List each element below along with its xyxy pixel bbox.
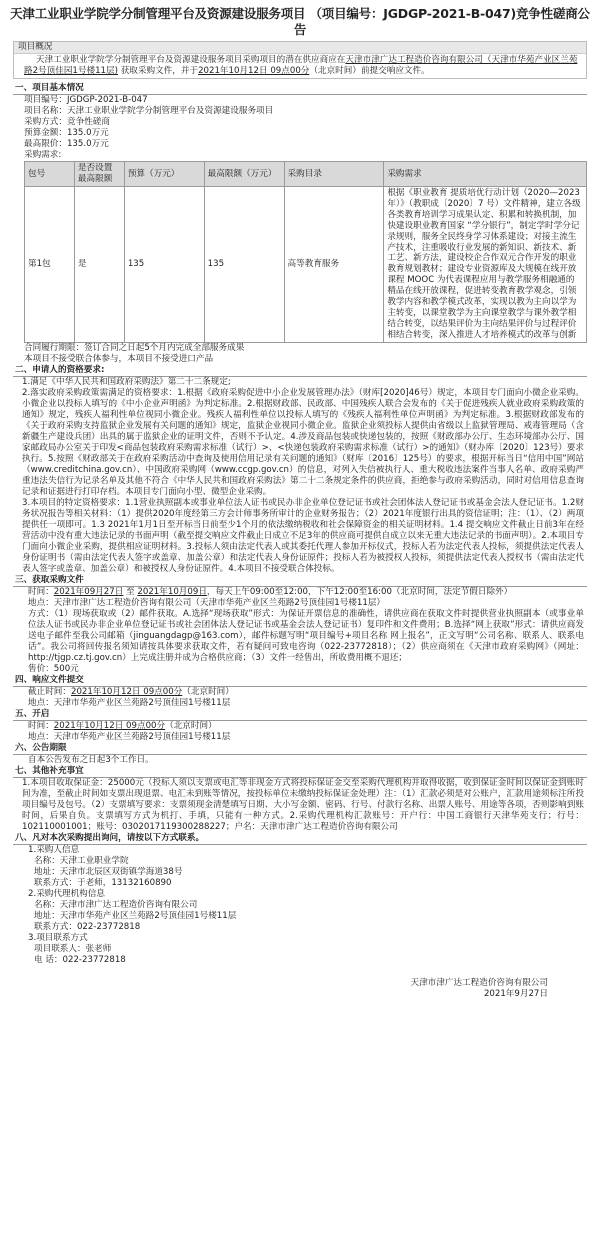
submit-deadline-label: 截止时间： — [28, 686, 71, 697]
cell-limit: 135 — [204, 187, 284, 343]
signature-org: 天津市津广达工程造价咨询有限公司 — [410, 977, 548, 988]
requirements-label: 采购需求: — [24, 150, 62, 160]
section-7-heading: 七、其他补充事宜 — [13, 766, 587, 778]
max-price: 最高限价：135.0万元 — [24, 139, 109, 149]
overview-text-part1: 天津工业职业学院学分制管理平台及资源建设服务项目采购项目的潜在供应商应在 — [36, 55, 346, 65]
cell-package: 第1包 — [25, 187, 75, 343]
open-time-label: 时间： — [28, 720, 54, 731]
agency-contact: 联系方式：022-23772818 — [34, 921, 141, 932]
overview-text-part3: （北京时间）前提交响应文件。 — [309, 66, 430, 76]
project-overview-box — [13, 41, 587, 79]
contract-period: 合同履行期限：签订合同之日起5个月内完成全部服务成果 — [24, 342, 245, 353]
acquire-time-mid: 至 — [123, 586, 138, 597]
page-title: 天津工业职业学院学分制管理平台及资源建设服务项目 （项目编号：JGDGP-2021-B-047)竞争性磋商公告 — [10, 6, 590, 37]
th-limit: 最高限额（万元） — [204, 162, 284, 187]
section-1-heading: 一、项目基本情况 — [13, 83, 587, 95]
overview-text — [14, 54, 586, 78]
agency-info-heading: 2.采购代理机构信息 — [28, 888, 105, 899]
qualification-1: 1.满足《中华人民共和国政府采购法》第二十二条规定; — [22, 376, 231, 387]
open-time-rest: （北京时间） — [165, 720, 217, 731]
budget-amount: 预算金额：135.0万元 — [24, 128, 109, 138]
overview-heading: 项目概况 — [14, 42, 586, 54]
agency-address: 地址：天津市华苑产业区兰苑路2号顶佳园1号楼11层 — [34, 910, 237, 921]
acquire-time-start: 2021年09月27日 — [53, 586, 124, 597]
acquire-time-label: 时间： — [28, 586, 54, 597]
consortium-note: 本项目不接受联合体参与，本项目不接受进口产品 — [24, 353, 214, 364]
acquire-time-end: 2021年10月09日 — [137, 586, 207, 597]
acquire-time-rest: ，每天上午09:00至12:00，下午12:00至16:00（北京时间，法定节假日除外） — [206, 586, 513, 597]
cell-has-limit: 是 — [74, 187, 124, 343]
section-3-heading: 三、获取采购文件 — [13, 575, 587, 587]
table-header-row — [25, 162, 587, 187]
section-8-heading: 八、凡对本次采购提出询问，请按以下方式联系。 — [13, 833, 587, 845]
th-budget: 预算（万元） — [124, 162, 204, 187]
acquire-price: 售价：500元 — [28, 663, 79, 674]
section-6-heading: 六、公告期限 — [13, 743, 587, 755]
submit-deadline — [28, 687, 584, 698]
purchaser-info-heading: 1.采购人信息 — [28, 844, 80, 855]
submit-deadline-rest: （北京时间） — [182, 686, 234, 697]
overview-text-part2: 获取采购文件，并于 — [117, 66, 199, 76]
submit-deadline-value: 2021年10月12日 09点00分 — [70, 686, 183, 697]
section-2-heading: 二、申请人的资格要求: — [13, 365, 587, 377]
project-contact-phone: 电 话：022-23772818 — [34, 954, 126, 965]
th-demand: 采购需求 — [384, 162, 587, 187]
purchaser-address: 地址：天津市北辰区双街镇学海道38号 — [34, 866, 183, 877]
overview-deadline: 2021年10月12日 09点00分 — [198, 66, 310, 76]
th-catalog: 采购目录 — [284, 162, 384, 187]
open-place: 地点：天津市华苑产业区兰苑路2号顶佳园1号楼11层 — [28, 731, 231, 742]
project-contact-person: 项目联系人：张老师 — [34, 943, 112, 954]
acquire-time — [28, 587, 584, 598]
cell-budget: 135 — [124, 187, 204, 343]
package-table — [24, 161, 587, 343]
open-time — [28, 721, 584, 732]
acquire-place: 地点：天津市津广达工程造价咨询有限公司（天津市华苑产业区兰苑路2号顶佳园1号楼11层） — [28, 597, 386, 608]
purchaser-contact: 联系方式：于老师，13132160890 — [34, 877, 172, 888]
submit-place: 地点：天津市华苑产业区兰苑路2号顶佳园1号楼11层 — [28, 697, 231, 708]
qualification-2: 2.落实政府采购政策需满足的资格要求：1.根据《政府采购促进中小企业发展管理办法》（财库[2020]46号）规定，本项目专门面向小微企业采购。小微企业以投标人填写的《中小企业声明函》为判定标准。2.根据财政部、民政部、中国残疾人联合会发布的《关于促进残疾人就业政府采购政策的通知》规定，残疾人福利性单位视同小微企业。残疾人福利性单位以投标人填写的《残疾人福利性单位声明函》为判定标准。3.根据财政部发布的《关于政府采购支持监狱企业发展有关问题的通知》规定，监狱企业视同小微企业。监狱企业须投标人提供由省级以上监狱管理局、戒毒管理局（含新疆生产建设兵团）出具的属于监狱企业的证明文件，否则不予认定。4.涉及商品包装或快递包装的，按照《财政部办公厅、生态环境部办公厅、国家邮政局办公室关于印发<商品包装政府采购需求标准（试行）>、<快递包装政府采购需求标准（试行）>的通知》（财办库〔2020〕123号）要求执行。5.按照《财政部关于在政府采购活动中查询及使用信用记录有关问题的通知》（财库〔2016〕125号）的要求，根据开标当日“信用中国”网站（www.creditchina.gov.cn）、中国政府采购网（www.ccgp.gov.cn）的信息，对列入失信被执行人、重大税收违法案件当事人名单、政府采购严重违法失信行为记录名单及其他不符合《中华人民共和国政府采购法》第二十二条规定条件的供应商，拒绝参与政府采购活动，同时对信用信息查询记录和证据进行打印存档。本项目专门面向小型、微型企业采购。 — [22, 387, 584, 497]
project-number: 项目编号：JGDGP-2021-B-047 — [24, 95, 148, 105]
procurement-method: 采购方式：竞争性磋商 — [24, 117, 110, 127]
project-name: 项目名称：天津工业职业学院学分制管理平台及资源建设服务项目 — [24, 106, 274, 116]
agency-name: 名称：天津市津广达工程造价咨询有限公司 — [34, 899, 198, 910]
other-matters: 1.本项目收取保证金：25000元（投标人须以支票或电汇等非现金方式将投标保证金交至采购代理机构并取得收据，收到保证金时间以保证金到账时间为准，至截止时间如支票出现退票、电汇未到账等情况，按投标单位未缴纳投标保证金处理）注：（1）汇款必须是对公账户，汇款用途须标注所投项目编号及包号。（2）支票填写要求：支票须现金清楚填写日期、大小写金额、密码、行号、付款行名称、出票人账号、用途等各项，否则影响到账时间，后果自负。支票填写方式为机打、手填，只能有一种方式。2.采购代理机构汇款账号：开户行：中国工商银行天津华苑支行；行号：102110001001；账号：0302017119300288227；户名：天津市津广达工程造价咨询有限公司 — [22, 777, 584, 832]
overview-place: 天津市津广达工程造价咨询有限公司（天津市华苑产业区兰苑路2号顶佳园1号楼11层) — [24, 55, 578, 76]
qualification-3: 3.本项目的特定资格要求：1.1营业执照副本或事业单位法人证书或民办非企业单位登记证书或社会团体法人登记证书或基金会法人登记证书。1.2财务状况报告等相关材料：（1）提供2020年度经第三方会计师事务所审计的企业财务报告；（2）2021年度银行出具的资信证明；注：（1）、（2）两项提供任一项即可。1.3 2021年1月1日至开标当日前至少1个月的依法缴纳税收和社会保障资金的相关证明材料。1.4 提交响应文件截止日前3年在经营活动中没有重大违法记录的书面声明（截至提交响应文件截止日成立不足3年的供应商可提供自成立以来无重大违法记录的书面声明）。2.本项目专门面向小微企业采购，提供相应证明材料。3.投标人须由法定代表人或其委托代理人参加开标仪式，投标人若为法定代表人投标，须提供法定代表人身份证明书（需由法定代表人签字或盖章、加盖公章）和法定代表人身份证原件；投标人若为被授权人投标，须提供法定代表人授权书（需由法定代表人签字或盖章、加盖公章）和被授权人身份证原件。4.本项目不接受联合体投标。 — [22, 497, 584, 574]
purchaser-name: 名称：天津工业职业学院 — [34, 855, 129, 866]
acquire-method: 方式：（1）现场获取或（2）邮件获取。A.选择“现场获取”形式：为保证开票信息的准确性，请供应商在获取文件时提供营业执照副本（或事业单位法人证书或民办非企业单位登记证书或社会团体法人登记证书或基金会法人登记证书）复印件和文件费用；B.选择“网上获取”形式：请供应商发送电子邮件至我公司邮箱（jinguangdagp@163.com），邮件标题写明“项目编号+项目名称 网上报名”，正文写明“公司名称、联系人、联系电话”。我公司将回传报名须知请按具体要求获取文件，若有疑问可致电咨询（022-23772818）；（2）供应商须在《天津市政府采购网》（网址：http://tjgp.cz.tj.gov.cn）上完成注册并成为合格供应商；（3）文件一经售出，所收费用概不退还； — [28, 608, 584, 663]
section-4-heading: 四、响应文件提交 — [13, 675, 587, 687]
section-5-heading: 五、开启 — [13, 709, 587, 721]
signature-date: 2021年9月27日 — [483, 988, 548, 999]
open-time-value: 2021年10月12日 09点00分 — [53, 720, 166, 731]
th-has-limit: 是否设置最高限额 — [74, 162, 124, 187]
cell-catalog: 高等教育服务 — [284, 187, 384, 343]
table-row — [25, 187, 587, 343]
cell-demand: 根据《职业教育 提质培优行动计划（2020—2023 年）》（教职成〔2020〕7 号）文件精神，建立各级各类教育培训学习成果认定、积累和转换机制，加快建设职业教育国家 “学分银行”，制定学时学分记录规则，服务全民终身学习体系建设；对接主流生产技术，注重吸收行业发展的新知识、新技术、新工艺、新方法，建设校企合作双元合作开发的职业教育规划教材；建设专业资源库及大规模在线开放课程 MOOC 为代表课程应用与教学服务相融通的精品在线开放课程，促进转变教育教学观念，引领教学内容和教学模式改革，实现以教为主向以学为主转变，以课堂教学为主向课堂教学与课外教学相结合转变，以结果评价为主向结果评价与过程评价相结合转变，深入推进人才培养模式的改革与创新 — [384, 187, 587, 343]
th-package: 包号 — [25, 162, 75, 187]
project-contact-heading: 3.项目联系方式 — [28, 932, 88, 943]
notice-period: 自本公告发布之日起3个工作日。 — [28, 754, 154, 765]
